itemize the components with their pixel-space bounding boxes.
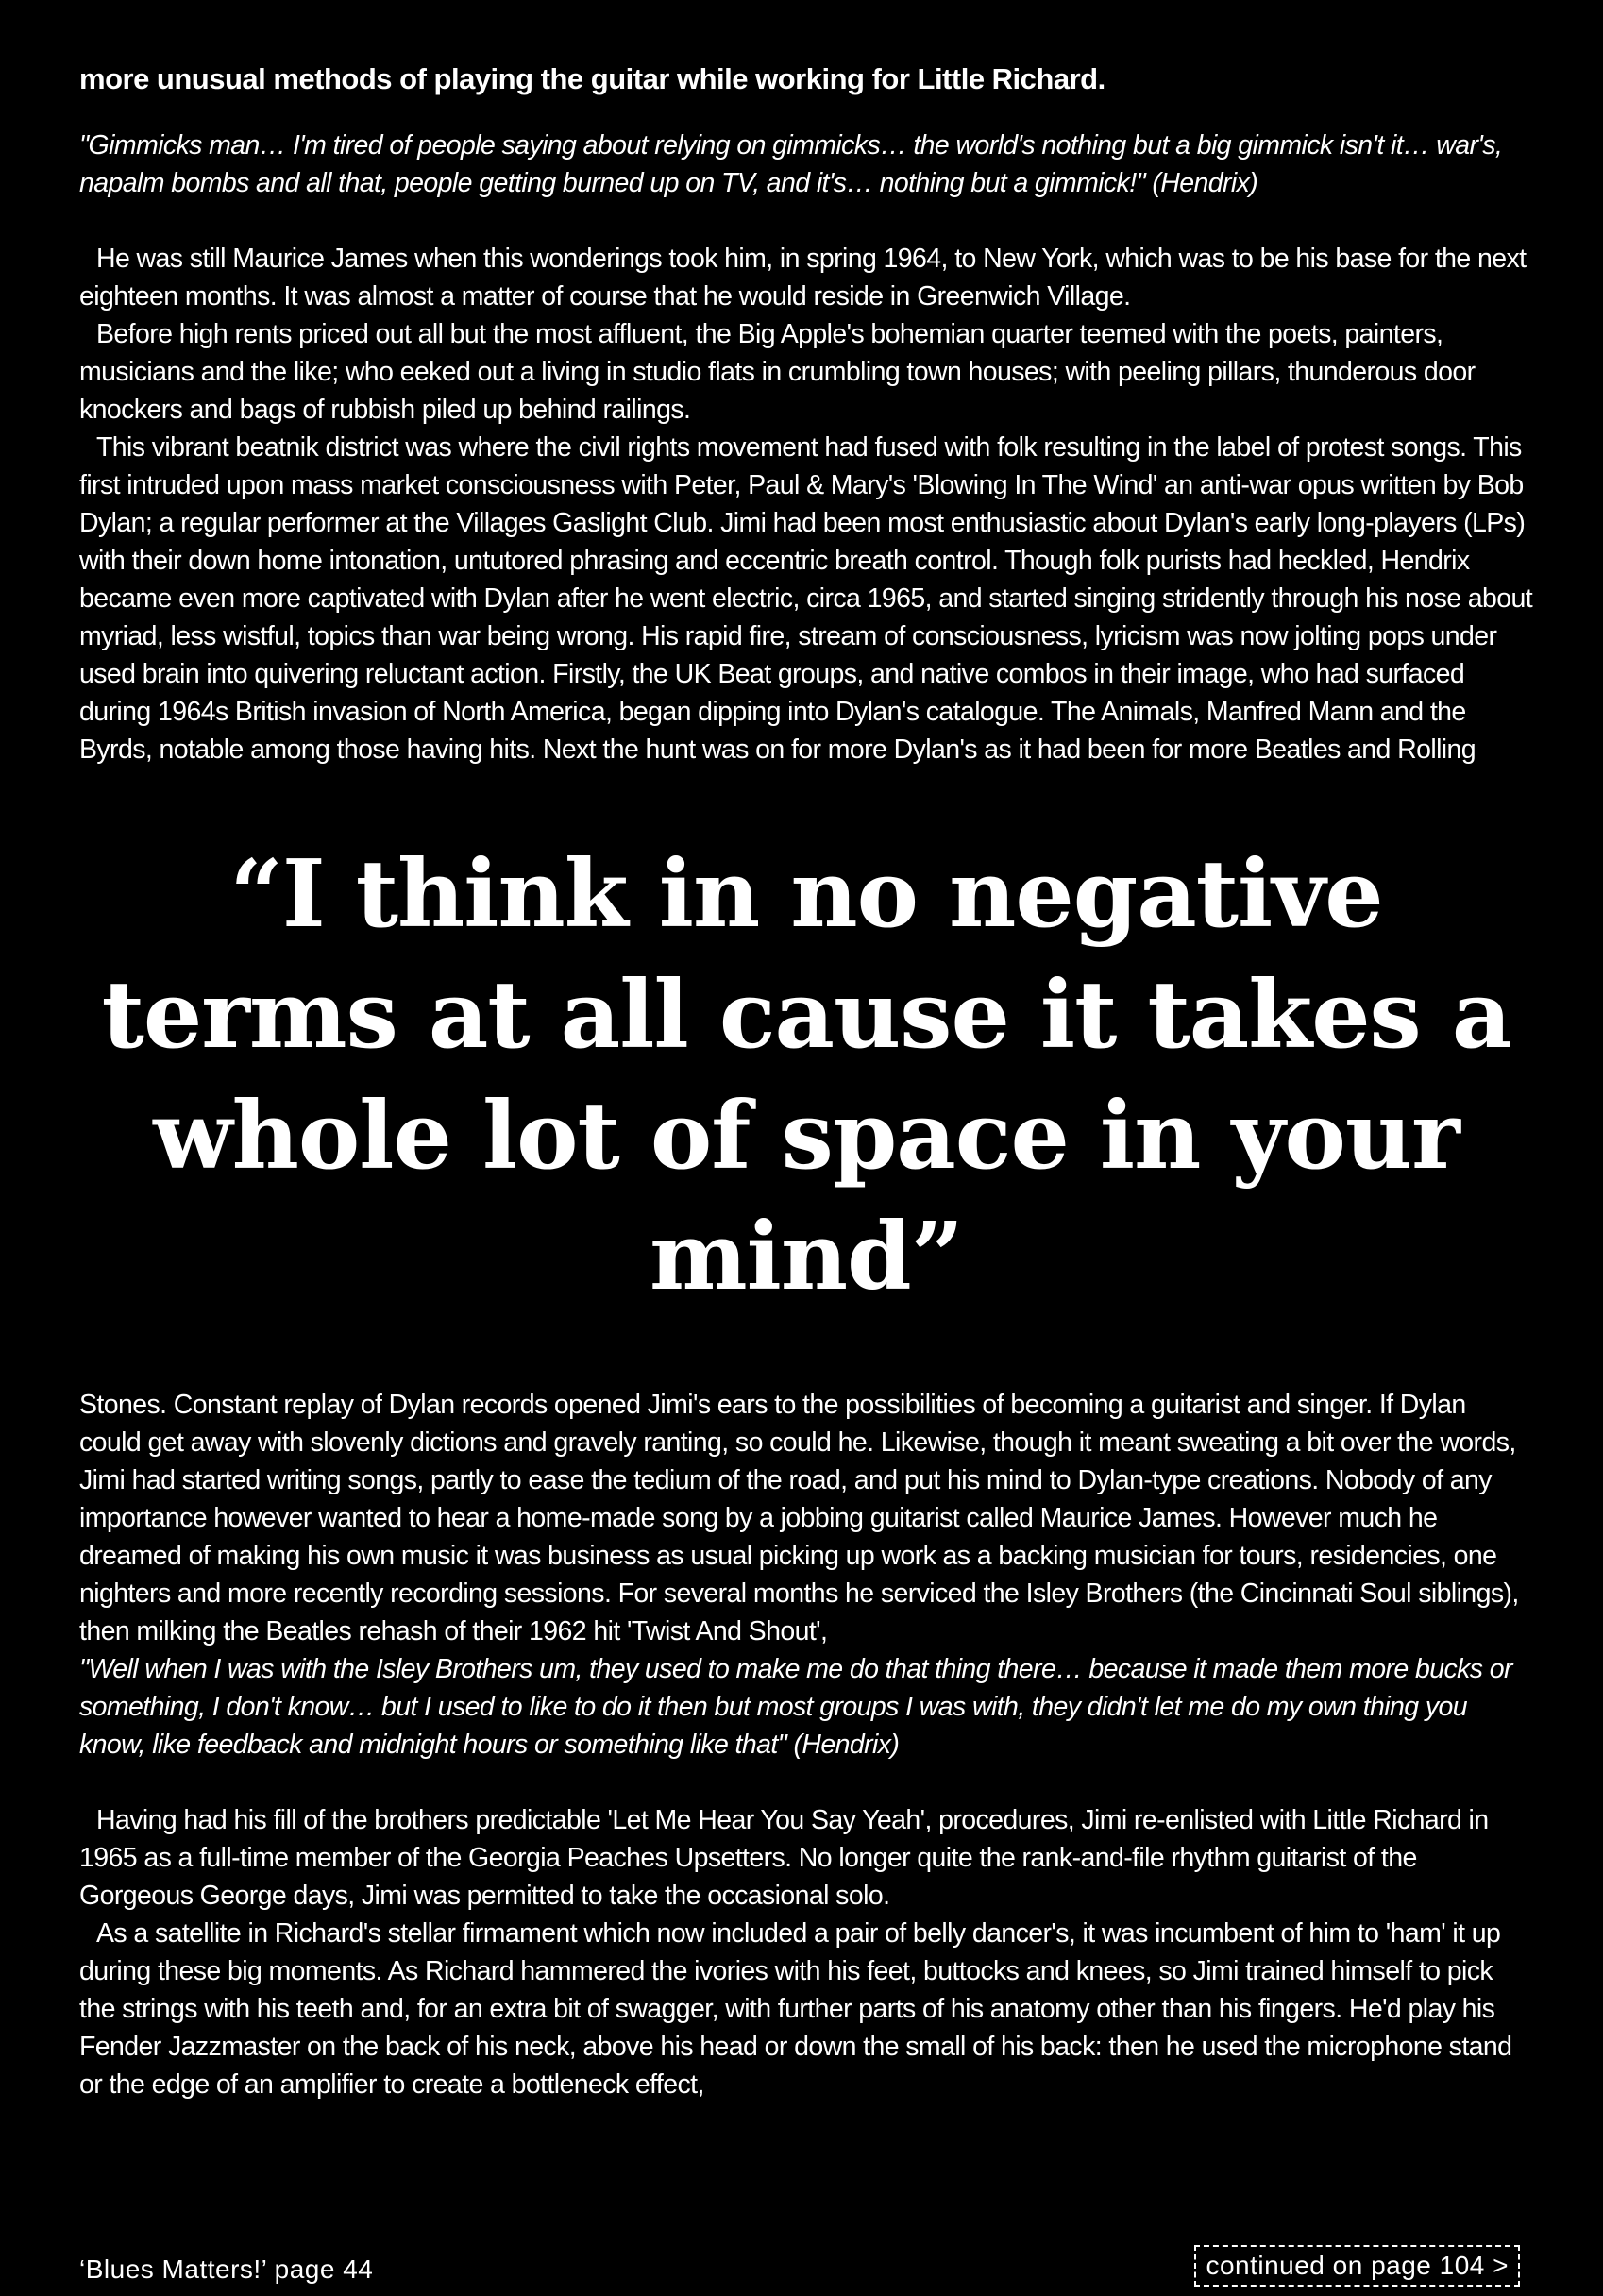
page-footer	[79, 2251, 1520, 2296]
hendrix-quote-gimmicks: "Gimmicks man… I'm tired of people saying about relying on gimmicks… the world's nothing but a big gimmick isn't it… war's, napalm bombs and all that, people getting burned up on TV, and it's… nothing but a gimmick!" (Hendrix)	[79, 130, 1503, 198]
lead-line: more unusual methods of playing the guitar while working for Little Richard.	[79, 62, 1105, 95]
page-folio: ‘Blues Matters!’ page 44	[79, 2254, 374, 2284]
paragraph-new-york: He was still Maurice James when this wonderings took him, in spring 1964, to New York, which was to be his base for the next eighteen months. It was almost a matter of course that he would reside in Greenwich Village.	[79, 244, 1527, 312]
continued-link[interactable]: continued on page 104 >	[1194, 2245, 1520, 2287]
paragraph-beatnik-district: This vibrant beatnik district was where the civil rights movement had fused with folk resulting in the label of protest songs. This first intruded upon mass market consciousness with Peter, Paul & Mary's 'Blowing In The Wind' an anti-war opus written by Bob Dylan; a regular performer at the Villages Gaslight Club. Jimi had been most enthusiastic about Dylan's early long-players (LPs) with their down home intonation, untutored phrasing and eccentric breath control. Though folk purists had heckled, Hendrix became even more captivated with Dylan after he went electric, circa 1965, and started singing stridently through his nose about myriad, less wistful, topics than war being wrong. His rapid fire, stream of consciousness, lyricism was now jolting pops under used brain into quivering reluctant action. Firstly, the UK Beat groups, and native combos in their image, who had surfaced during 1964s British invasion of North America, began dipping into Dylan's catalogue. The Animals, Manfred Mann and the Byrds, notable among those having hits. Next the hunt was on for more Dylan's as it had been for more Beatles and Rolling	[79, 432, 1533, 765]
article-body	[79, 60, 1533, 2103]
pull-quote: “I think in no negative terms at all cause it takes a whole lot of space in your mind”	[101, 840, 1511, 1311]
paragraph-greenwich-village: Before high rents priced out all but the most affluent, the Big Apple's bohemian quarter teemed with the poets, painters, musicians and the like; who eeked out a living in studio flats in crumbling town houses; with peeling pillars, thunderous door knockers and bags of rubbish piled up behind railings.	[79, 319, 1476, 425]
paragraph-satellite: As a satellite in Richard's stellar firmament which now included a pair of belly dancer's, it was incumbent of him to 'ham' it up during these big moments. As Richard hammered the ivories with his feet, buttocks and knees, so Jimi trained himself to pick the strings with his teeth and, for an extra bit of swagger, with further parts of his anatomy other than his fingers. He'd play his Fender Jazzmaster on the back of his neck, above his head or down the small of his back: then he used the microphone stand or the edge of an amplifier to create a bottleneck effect,	[79, 1918, 1512, 2100]
paragraph-stones: Stones. Constant replay of Dylan records opened Jimi's ears to the possibilities of becoming a guitarist and singer. If Dylan could get away with slovenly dictions and gravely ranting, so could he. Likewise, though it meant sweating a bit over the words, Jimi had started writing songs, partly to ease the tedium of the road, and put his mind to Dylan-type creations. Nobody of any importance however wanted to hear a home-made song by a jobbing guitarist called Maurice James. However much he dreamed of making his own music it was business as usual picking up work as a backing musician for tours, residencies, one nighters and more recently recording sessions. For several months he serviced the Isley Brothers (the Cincinnati Soul siblings), then milking the Beatles rehash of their 1962 hit 'Twist And Shout',	[79, 1390, 1519, 1646]
hendrix-quote-isley: "Well when I was with the Isley Brothers um, they used to make me do that thing there… because it made them more bucks or something, I don't know… but I used to like to do it then but most groups I was with, they didn't let me do my own thing you know, like feedback and midnight hours or something like that" (Hendrix)	[79, 1654, 1512, 1760]
paragraph-little-richard: Having had his fill of the brothers predictable 'Let Me Hear You Say Yeah', procedures, Jimi re-enlisted with Little Richard in 1965 as a full-time member of the Georgia Peaches Upsetters. No longer quite the rank-and-file rhythm guitarist of the Gorgeous George days, Jimi was permitted to take the occasional solo.	[79, 1805, 1489, 1911]
